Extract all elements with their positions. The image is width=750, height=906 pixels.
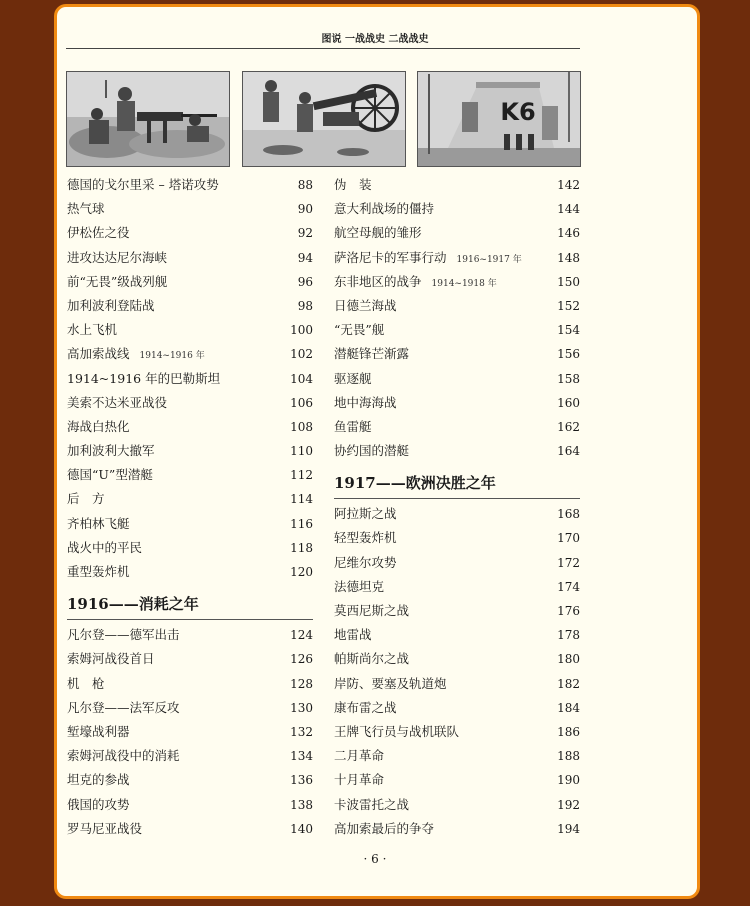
toc-entry-date-range: 1914~1916 年 (139, 351, 205, 362)
toc-entry-title-text: 高加索战线 (67, 346, 130, 362)
toc-entry-title: 德国的戈尔里采 – 塔诺攻势 (67, 177, 219, 192)
toc-entry-page: 162 (557, 419, 580, 434)
toc-list-1916-cont (334, 173, 580, 463)
toc-entry-page: 168 (557, 507, 580, 522)
toc-entry-title: 水上飞机 (67, 322, 118, 338)
header-rule (66, 48, 580, 49)
toc-entry-title: 索姆河战役中的消耗 (67, 748, 180, 764)
section-heading-1916: 1916——消耗之年 (67, 584, 313, 620)
toc-entry-title: 卡波雷托之战 (334, 796, 410, 812)
toc-entry[interactable] (334, 415, 580, 439)
toc-entry-title: 索姆河战役首日 (67, 651, 155, 667)
toc-entry-title: 鱼雷艇 (334, 418, 372, 434)
toc-entry-page: 138 (290, 797, 313, 812)
toc-entry-title: 法德坦克 (334, 578, 385, 594)
toc-entry[interactable] (334, 575, 580, 599)
toc-entry-title (334, 246, 550, 272)
toc-entry-title: 进攻达达尼尔海峡 (67, 249, 168, 265)
toc-entry-page: 172 (557, 555, 580, 570)
toc-right-column (334, 173, 580, 841)
toc-entry-title: 美索不达米亚战役 (67, 394, 168, 410)
toc-entry-page: 94 (297, 250, 313, 265)
toc-entry-page: 176 (557, 604, 580, 618)
toc-entry-title: 德国“U”型潜艇 (67, 467, 153, 483)
toc-entry-title: 后 方 (67, 491, 105, 507)
toc-entry[interactable] (334, 367, 580, 391)
toc-entry-page: 146 (557, 226, 580, 241)
toc-entry[interactable] (334, 623, 580, 647)
toc-entry-title: 齐柏林飞艇 (67, 515, 130, 531)
toc-entry[interactable] (334, 221, 580, 245)
toc-entry-page: 156 (557, 347, 580, 362)
toc-entry[interactable] (67, 647, 313, 671)
toc-entry-title: 凡尔登——德军出击 (67, 627, 180, 643)
toc-entry-page: 96 (297, 274, 313, 289)
toc-entry[interactable] (67, 744, 313, 768)
toc-entry-page: 152 (557, 298, 580, 313)
toc-entry[interactable] (67, 623, 313, 647)
toc-entry[interactable] (67, 560, 313, 584)
toc-entry[interactable] (334, 793, 580, 817)
toc-entry-page: 140 (290, 821, 313, 836)
toc-entry-page: 90 (297, 202, 313, 217)
toc-entry-page: 134 (290, 749, 313, 764)
toc-entry-title: “无畏”舰 (334, 322, 385, 338)
toc-list-1917 (334, 502, 580, 841)
running-head: 图说 一战战史 二战战史 (321, 34, 429, 45)
toc-entry[interactable] (67, 768, 313, 792)
toc-entry-page: 192 (557, 797, 580, 812)
toc-entry[interactable] (334, 647, 580, 671)
toc-entry-title: 凡尔登——法军反攻 (67, 699, 180, 715)
toc-entry-title: 康布雷之战 (334, 699, 397, 715)
toc-entry-title (67, 342, 283, 368)
toc-entry[interactable] (334, 744, 580, 768)
toc-entry[interactable] (67, 793, 313, 817)
toc-entry-title-text: 东非地区的战争 (334, 273, 422, 289)
toc-entry[interactable] (67, 415, 313, 439)
toc-entry-title: 地雷战 (334, 627, 372, 643)
toc-entry-title: 前“无畏”级战列舰 (67, 273, 168, 289)
toc-entry-title (334, 270, 550, 296)
toc-left-column (67, 173, 313, 841)
toc-entry-page: 190 (557, 773, 580, 788)
toc-list-1916 (67, 623, 313, 841)
toc-entry-page: 178 (557, 628, 580, 643)
toc-entry-title: 地中海海战 (334, 394, 397, 410)
toc-entry-page: 102 (290, 347, 313, 362)
toc-entry-title: 二月革命 (334, 748, 385, 764)
toc-entry[interactable] (67, 439, 313, 463)
toc-entry-title: 加利波利登陆战 (67, 297, 155, 313)
toc-entry[interactable] (334, 318, 580, 342)
toc-entry-page: 104 (290, 371, 313, 386)
toc-entry-page: 174 (557, 579, 580, 594)
toc-entry-page: 126 (290, 652, 313, 667)
toc-entry-page: 154 (557, 323, 580, 338)
toc-entry-page: 106 (290, 395, 313, 410)
toc-entry-title: 俄国的攻势 (67, 796, 130, 812)
toc-entry[interactable] (334, 817, 580, 841)
toc-entry-page: 150 (557, 274, 580, 289)
toc-entry-title: 1914~1916 年的巴勒斯坦 (67, 370, 221, 386)
toc-entry-page: 88 (297, 178, 313, 192)
toc-entry[interactable] (67, 221, 313, 245)
toc-entry[interactable] (67, 463, 313, 487)
toc-entry-page: 194 (557, 821, 580, 836)
toc-entry[interactable] (334, 502, 580, 526)
toc-entry-title: 莫西尼斯之战 (334, 603, 410, 618)
toc-entry-title: 机 枪 (67, 675, 105, 691)
toc-entry-page: 158 (557, 371, 580, 386)
toc-entry-page: 92 (297, 226, 313, 241)
toc-entry-page: 142 (557, 178, 580, 192)
toc-entry[interactable] (67, 367, 313, 391)
toc-entry-page: 128 (290, 676, 313, 691)
page-number: · 6 · (363, 852, 387, 866)
toc-entry[interactable] (334, 439, 580, 463)
toc-entry[interactable] (334, 173, 580, 197)
toc-entry-date-range: 1916~1917 年 (456, 254, 522, 265)
toc-entry-page: 186 (557, 724, 580, 739)
toc-entry-title: 高加索最后的争夺 (334, 820, 435, 836)
toc-entry-page: 108 (290, 419, 313, 434)
toc-entry-page: 182 (557, 676, 580, 691)
toc-entry-page: 132 (290, 724, 313, 739)
toc-entry[interactable] (67, 536, 313, 560)
toc-entry-page: 112 (290, 468, 313, 483)
toc-entry-page: 114 (290, 492, 313, 507)
toc-entry-title: 罗马尼亚战役 (67, 820, 143, 836)
toc-entry-page: 118 (290, 540, 313, 555)
toc-entry[interactable] (67, 342, 313, 366)
toc-entry[interactable] (334, 696, 580, 720)
toc-entry-title: 航空母舰的雏形 (334, 225, 422, 241)
photo-field-artillery (242, 71, 406, 167)
toc-entry-date-range: 1914~1918 年 (431, 278, 497, 289)
toc-entry-page: 148 (557, 250, 580, 265)
toc-entry-page: 160 (557, 395, 580, 410)
toc-entry[interactable] (67, 173, 313, 197)
toc-entry-title: 协约国的潜艇 (334, 443, 410, 459)
toc-entry[interactable] (67, 817, 313, 841)
toc-entry-title: 加利波利大撤军 (67, 443, 155, 459)
toc-entry[interactable] (67, 696, 313, 720)
toc-entry[interactable] (67, 270, 313, 294)
toc-entry[interactable] (67, 197, 313, 221)
toc-entry[interactable] (334, 342, 580, 366)
toc-entry[interactable] (67, 487, 313, 511)
toc-entry-page: 124 (290, 628, 313, 643)
toc-entry[interactable] (334, 391, 580, 415)
toc-entry-title: 战火中的平民 (67, 539, 143, 555)
toc-entry[interactable] (334, 672, 580, 696)
toc-entry-page: 130 (290, 700, 313, 715)
toc-entry-title: 十月革命 (334, 772, 385, 788)
toc-entry[interactable] (67, 318, 313, 342)
toc-entry-title: 重型轰炸机 (67, 564, 130, 579)
toc-entry-title-text: 萨洛尼卡的军事行动 (334, 249, 447, 265)
toc-entry-page: 184 (557, 700, 580, 715)
toc-entry[interactable] (334, 599, 580, 623)
toc-entry-title: 伊松佐之役 (67, 225, 130, 241)
toc-entry[interactable] (334, 270, 580, 294)
toc-entry-title: 坦克的参战 (67, 772, 130, 788)
toc-entry-page: 144 (557, 202, 580, 217)
photo-machine-gun-crew (66, 71, 230, 167)
toc-entry-title: 潜艇锋芒渐露 (334, 346, 410, 362)
toc-entry-page: 180 (557, 652, 580, 667)
toc-entry-title: 意大利战场的僵持 (334, 201, 435, 217)
section-heading-1917: 1917——欧洲决胜之年 (334, 463, 580, 499)
toc-entry-title: 驱逐舰 (334, 370, 372, 386)
toc-entry[interactable] (67, 672, 313, 696)
toc-list-1915 (67, 173, 313, 584)
toc-entry-title: 堑壕战利器 (67, 723, 130, 739)
toc-entry[interactable] (67, 512, 313, 536)
toc-entry[interactable] (334, 246, 580, 270)
toc-entry-page: 164 (557, 444, 580, 459)
toc-entry-page: 100 (290, 323, 313, 338)
toc-entry-title: 热气球 (67, 201, 105, 217)
toc-entry[interactable] (334, 197, 580, 221)
toc-entry-title: 伪 装 (334, 177, 372, 192)
toc-entry[interactable] (67, 720, 313, 744)
toc-entry-page: 188 (557, 749, 580, 764)
toc-entry[interactable] (334, 720, 580, 744)
toc-entry[interactable] (334, 551, 580, 575)
toc-entry-title: 帕斯尚尔之战 (334, 651, 410, 667)
toc-entry-title: 阿拉斯之战 (334, 506, 397, 522)
toc-entry-title: 王牌飞行员与战机联队 (334, 723, 460, 739)
toc-entry-title: 海战白热化 (67, 418, 130, 434)
k6-hull-marking: K6 (500, 98, 536, 126)
toc-entry[interactable] (334, 526, 580, 550)
toc-entry[interactable] (67, 294, 313, 318)
toc-entry-page: 136 (290, 773, 313, 788)
toc-entry-title: 尼维尔攻势 (334, 554, 397, 570)
toc-entry-title: 轻型轰炸机 (334, 530, 397, 546)
toc-entry-page: 116 (290, 516, 313, 531)
toc-entry-title: 日德兰海战 (334, 297, 397, 313)
toc-entry-page: 170 (557, 531, 580, 546)
toc-entry[interactable] (67, 391, 313, 415)
toc-entry-title: 岸防、要塞及轨道炮 (334, 675, 447, 691)
toc-entry-page: 120 (290, 565, 313, 579)
toc-entry-page: 98 (297, 298, 313, 313)
toc-entry[interactable] (334, 768, 580, 792)
photo-submarine-k6 (417, 71, 581, 167)
toc-entry-page: 110 (290, 444, 313, 459)
toc-entry[interactable] (334, 294, 580, 318)
toc-entry[interactable] (67, 246, 313, 270)
